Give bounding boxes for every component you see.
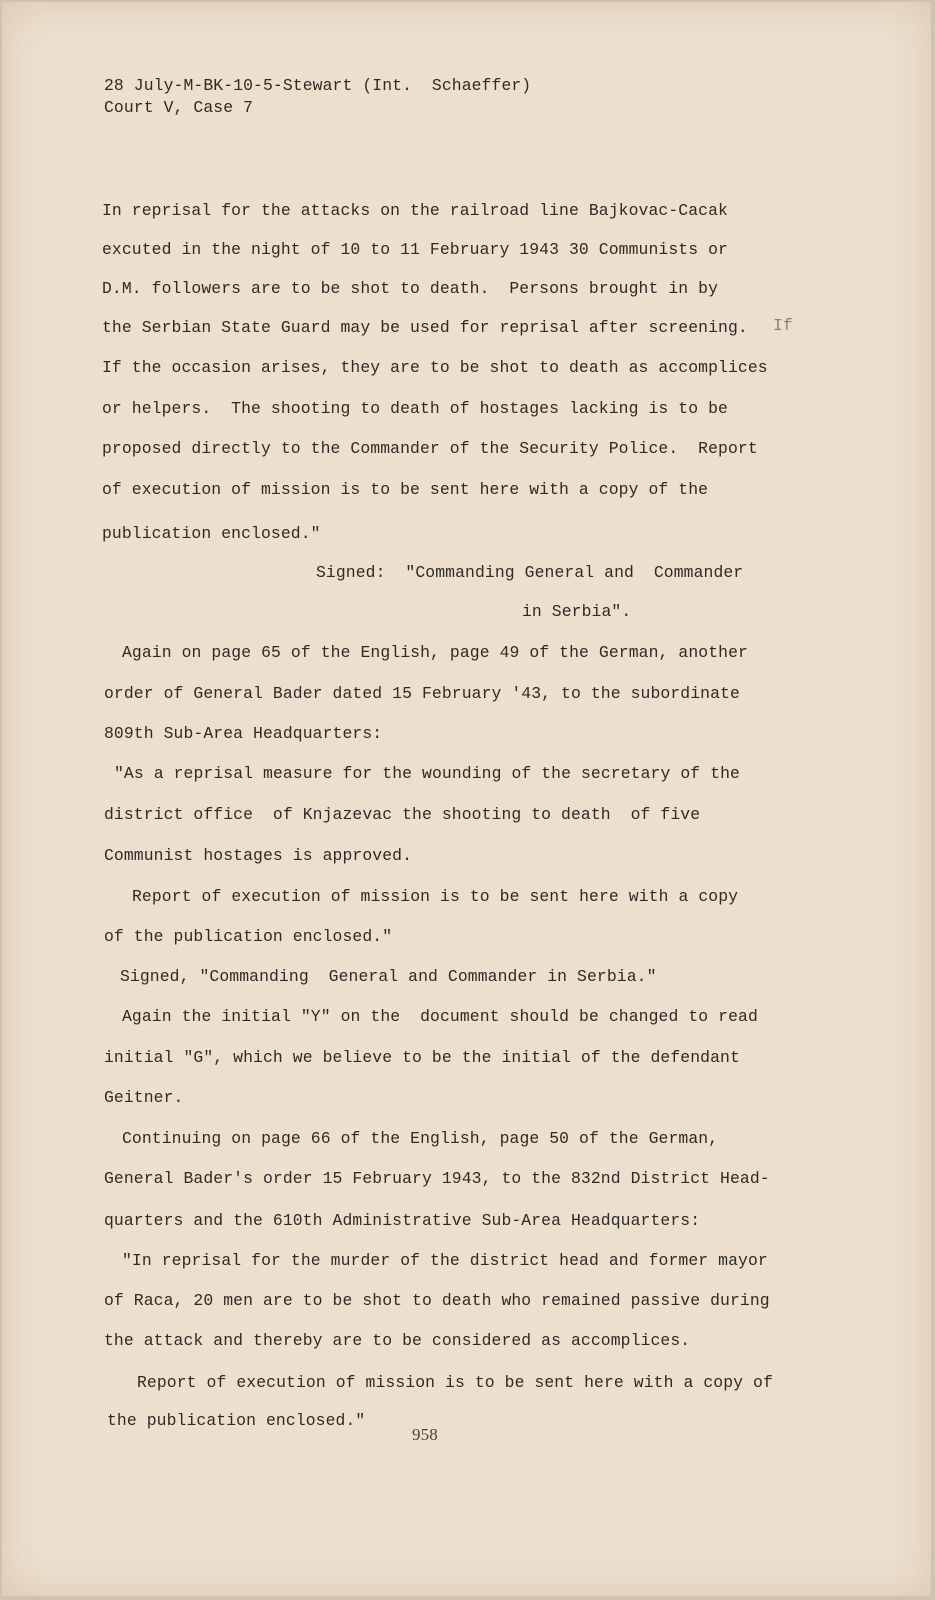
body-line: Continuing on page 66 of the English, page 50 of the German, [122,1129,719,1148]
body-line: Report of execution of mission is to be sent here with a copy [132,887,739,906]
document-page [2,2,931,1596]
body-line: Communist hostages is approved. [104,846,413,865]
page-number: 958 [412,1425,438,1444]
body-line: Geitner. [104,1088,184,1107]
body-line: the publication enclosed." [107,1411,366,1430]
body-line: publication enclosed." [102,524,321,543]
body-line: order of General Bader dated 15 February '43, to the subordinate [104,684,740,703]
header-line-2: Court V, Case 7 [104,98,254,117]
body-line: of the publication enclosed." [104,927,393,946]
body-line: the Serbian State Guard may be used for reprisal after screening. [102,318,748,337]
body-line: excuted in the night of 10 to 11 February 1943 30 Communists or [102,240,728,259]
body-line: district office of Knjazevac the shooting to death of five [104,805,701,824]
body-line: of Raca, 20 men are to be shot to death who remained passive during [104,1291,770,1310]
body-line: quarters and the 610th Administrative Sub-Area Headquarters: [104,1211,701,1230]
body-line: Report of execution of mission is to be sent here with a copy of [137,1373,773,1392]
body-line: "As a reprisal measure for the wounding of the secretary of the [114,764,740,783]
body-line: 809th Sub-Area Headquarters: [104,724,383,743]
signature-line: Signed, "Commanding General and Commander in Serbia." [120,967,657,986]
body-line: General Bader's order 15 February 1943, to the 832nd District Head- [104,1169,770,1188]
body-line: proposed directly to the Commander of the Security Police. Report [102,439,758,458]
body-line: Again on page 65 of the English, page 49 of the German, another [122,643,748,662]
body-line: of execution of mission is to be sent here with a copy of the [102,480,709,499]
signature-line: in Serbia". [522,602,632,621]
body-line: "In reprisal for the murder of the district head and former mayor [122,1251,768,1270]
signature-line: Signed: "Commanding General and Commander [316,563,744,582]
body-line: If the occasion arises, they are to be shot to death as accomplices [102,358,768,377]
body-line: or helpers. The shooting to death of hostages lacking is to be [102,399,728,418]
body-line: initial "G", which we believe to be the initial of the defendant [104,1048,740,1067]
header-line-1: 28 July-M-BK-10-5-Stewart (Int. Schaeffer) [104,76,532,95]
body-line: In reprisal for the attacks on the railroad line Bajkovac-Cacak [102,201,728,220]
body-line: D.M. followers are to be shot to death. Persons brought in by [102,279,719,298]
body-line: the attack and thereby are to be considered as accomplices. [104,1331,691,1350]
margin-mark: If [773,316,793,335]
body-line: Again the initial "Y" on the document should be changed to read [122,1007,758,1026]
